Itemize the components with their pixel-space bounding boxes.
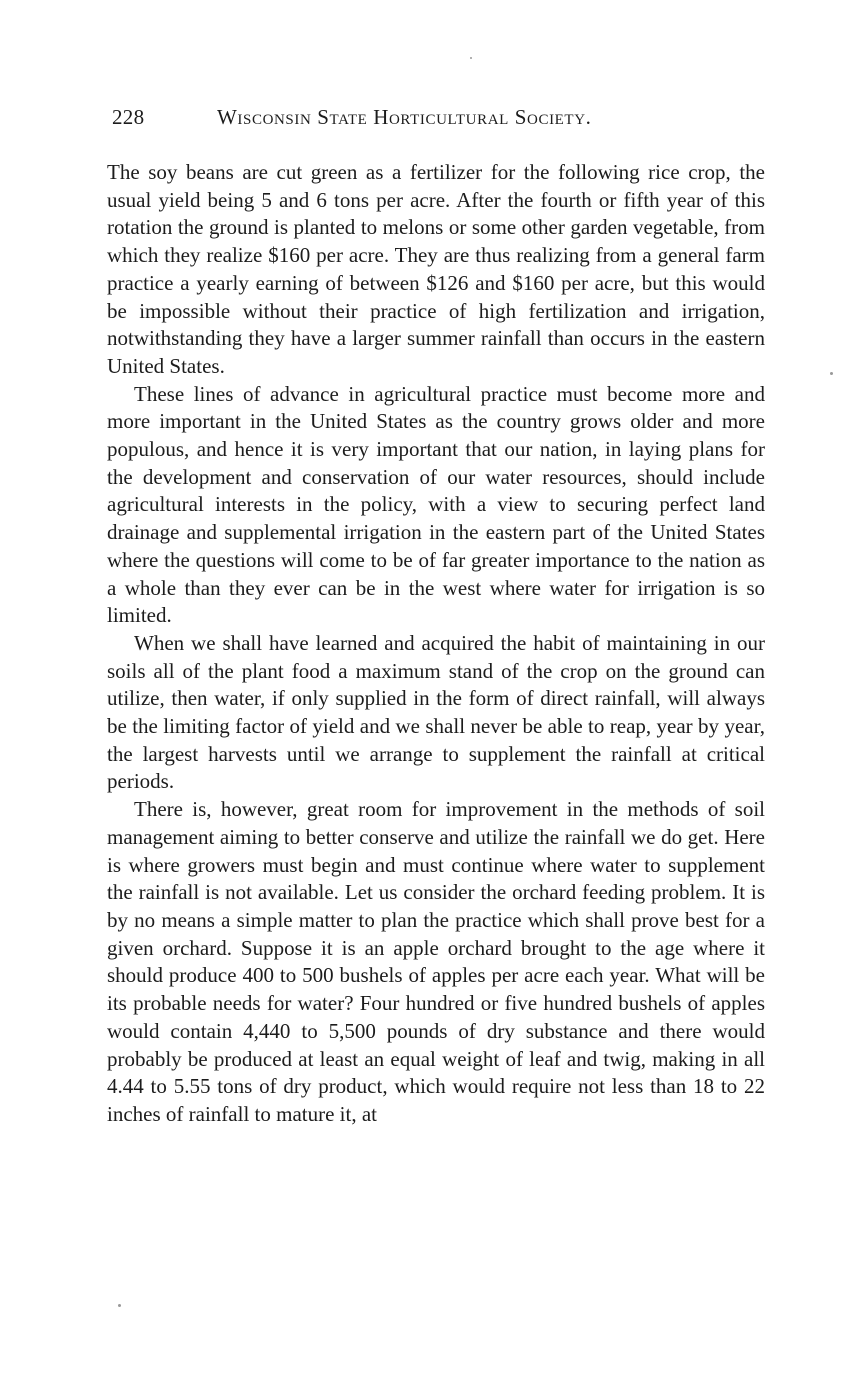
scan-speck bbox=[118, 1304, 121, 1307]
scan-speck bbox=[830, 372, 833, 375]
paragraph: There is, however, great room for improvement in the methods of soil management aiming to better conserve and utilize the rainfall we do get. Here is where growers must begin and must continue where water to supplement the rainfall is not available. Let us consider the orchard feeding problem. It is by no means a simple matter to plan the practice which shall prove best for a given orchard. Suppose it is an apple orchard brought to the age where it should produce 400 to 500 bushels of apples per acre each year. What will be its probable needs for water? Four hundred or five hundred bushels of apples would contain 4,440 to 5,500 pounds of dry substance and there would probably be produced at least an equal weight of leaf and twig, making in all 4.44 to 5.55 tons of dry product, which would require not less than 18 to 22 inches of rainfall to mature it, at bbox=[107, 797, 765, 1126]
scan-speck bbox=[470, 57, 472, 59]
body-text bbox=[107, 159, 765, 1129]
paragraph-continued: The soy beans are cut green as a fertilizer for the following rice crop, the usual yield being 5 and 6 tons per acre. After the fourth or fifth year of this rotation the ground is planted to melons or some other garden vegetable, from which they realize $160 per acre. They are thus realizing from a general farm practice a yearly earning of between $126 and $160 per acre, but this would be impossible without their practice of high fertilization and irrigation, notwithstanding they have a larger summer rainfall than occurs in the eastern United States. bbox=[107, 160, 765, 378]
running-title: Wisconsin State Horticultural Society. bbox=[217, 105, 592, 129]
paragraph: These lines of advance in agricultural practice must become more and more important in the United States as the country grows older and more populous, and hence it is very important that our nation, in laying plans for the development and conservation of our water resources, should include agricultural interests in the policy, with a view to securing perfect land drainage and supplemental irrigation in the eastern part of the United States where the questions will come to be of far greater importance to the nation as a whole than they ever can be in the west where water for irrigation is so limited. bbox=[107, 381, 765, 628]
page-header bbox=[112, 102, 672, 132]
paragraph: When we shall have learned and acquired the habit of maintaining in our soils all of the plant food a maximum stand of the crop on the ground can utilize, then water, if only supplied in the form of direct rainfall, will always be the limiting factor of yield and we shall never be able to reap, year by year, the largest harvests until we arrange to supplement the rainfall at critical periods. bbox=[107, 630, 765, 794]
page-number: 228 bbox=[112, 105, 145, 129]
